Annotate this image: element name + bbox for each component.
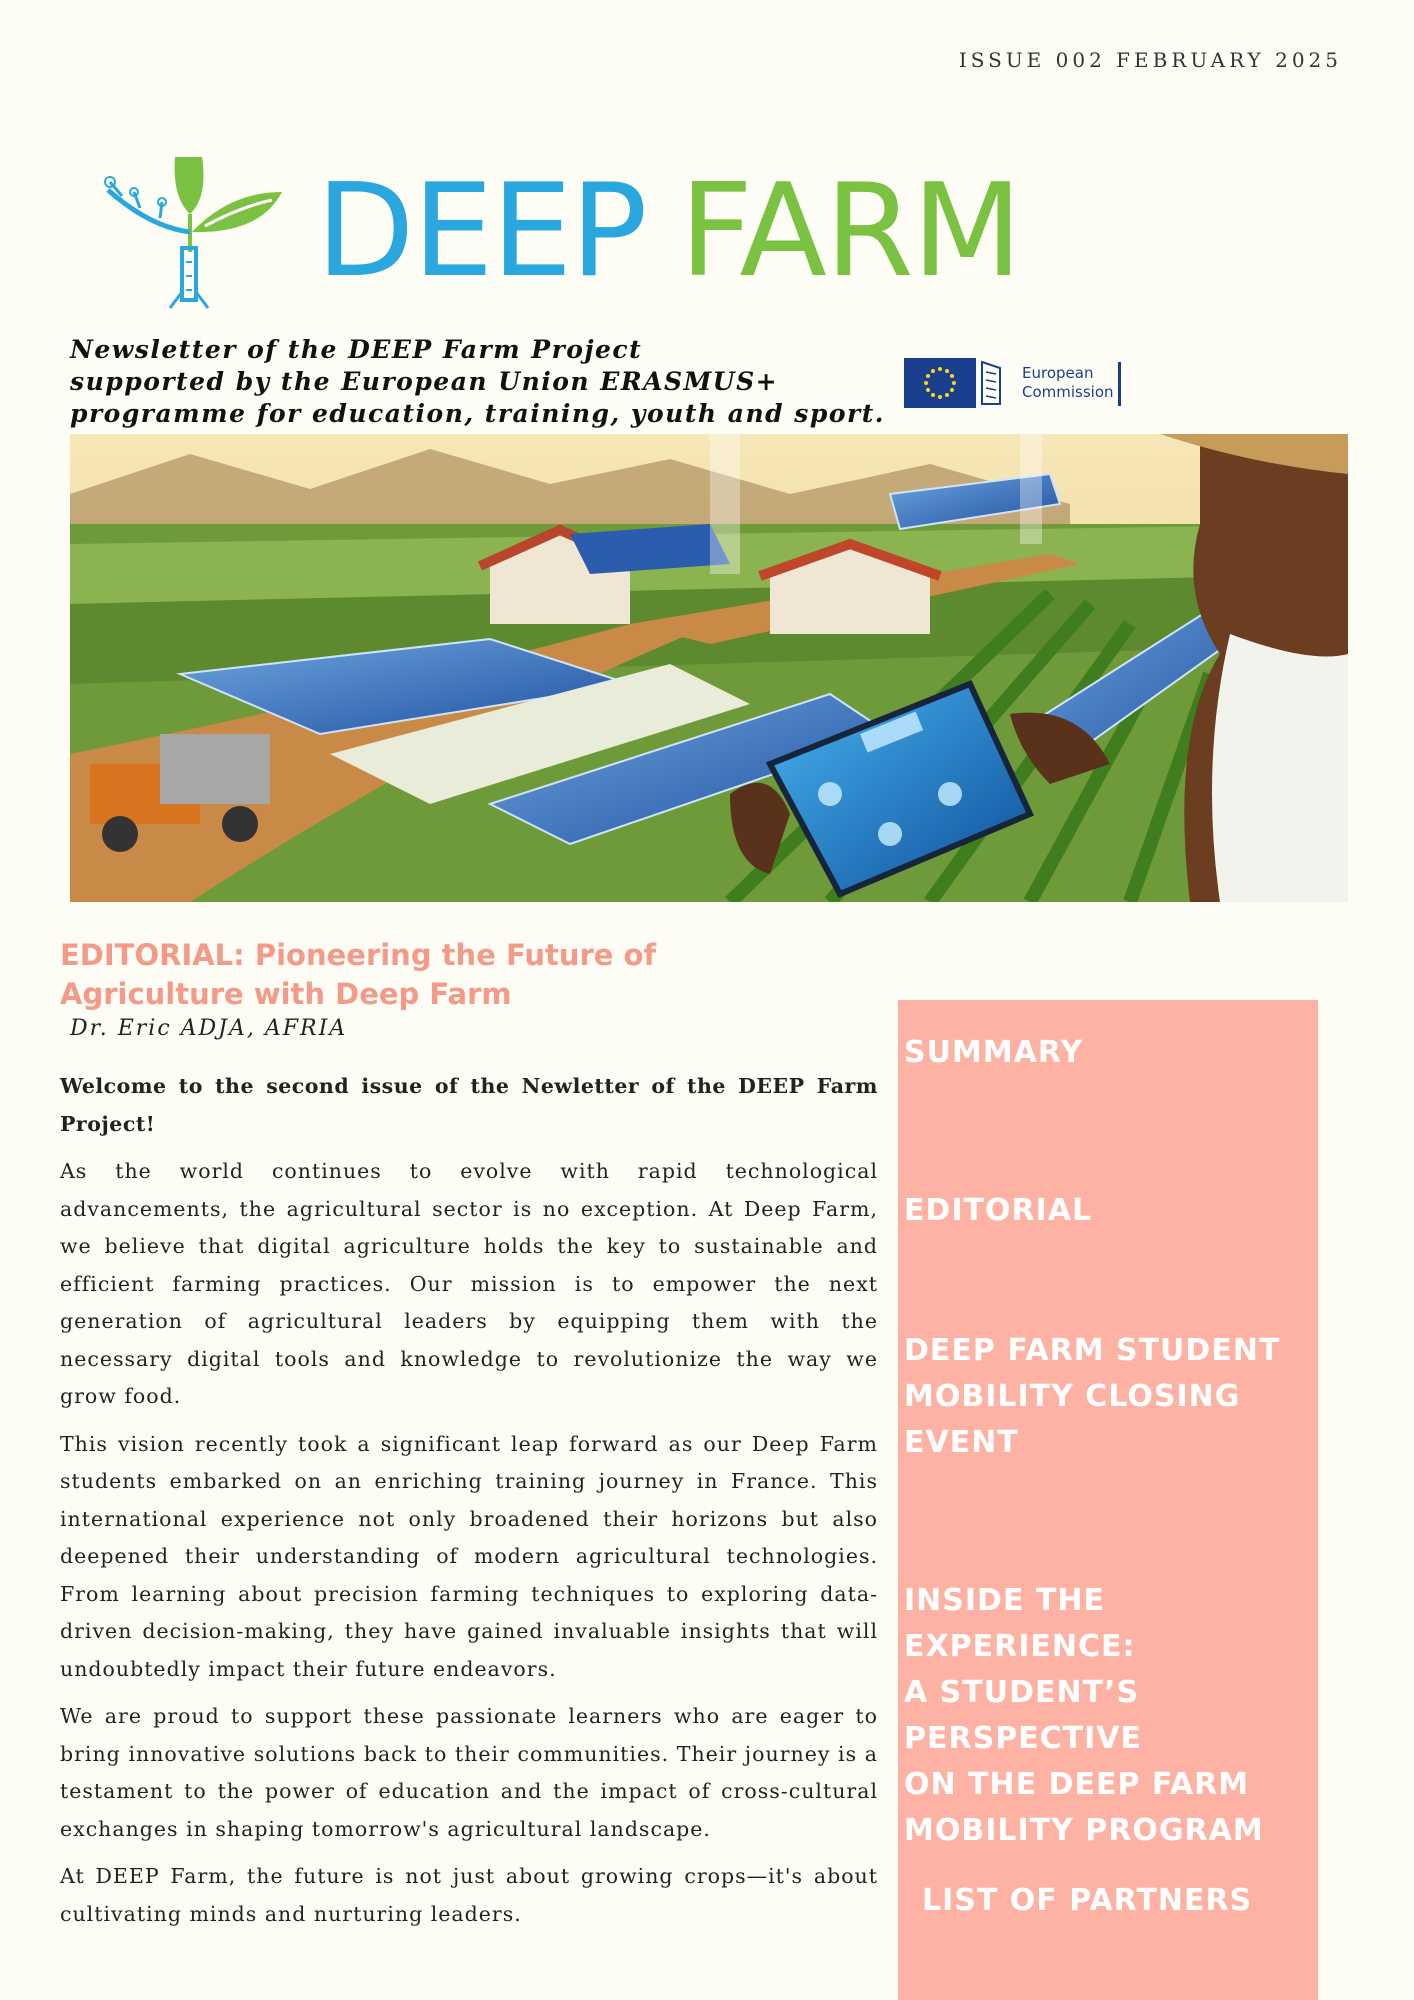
ec-line-2: Commission — [1022, 383, 1114, 401]
newsletter-tagline — [70, 334, 885, 430]
tagline-line-1: Newsletter of the DEEP Farm Project — [70, 335, 643, 364]
ec-logo-text — [1022, 364, 1114, 402]
tagline-line-3: programme for education, training, youth and sport. — [70, 399, 885, 428]
brand-word-deep: DEEP — [316, 157, 646, 306]
deep-farm-logo-icon — [100, 152, 290, 312]
hero-smart-farm-illustration — [70, 434, 1348, 902]
editorial-paragraph-3: We are proud to support these passionate learners who are eager to bring innovative solutions back to their communities. Their journey is a testament to the power of education and the impact of cross-cultural exchanges in shaping tomorrow's agricultural landscape. — [60, 1704, 878, 1841]
summary-item-student-perspective[interactable]: INSIDE THE EXPERIENCE: A STUDENT’S PERSPECTIVE ON THE DEEP FARM MOBILITY PROGRAM — [904, 1583, 1264, 1848]
eu-flag-icon — [904, 358, 976, 408]
commission-building-icon — [980, 358, 1002, 408]
summary-sidebar — [898, 1000, 1318, 2000]
editorial-title: EDITORIAL: Pioneering the Future of Agriculture with Deep Farm — [60, 938, 657, 1011]
editorial-welcome: Welcome to the second issue of the Newletter of the DEEP Farm Project! — [60, 1074, 878, 1136]
summary-item-mobility-closing-event[interactable]: DEEP FARM STUDENT MOBILITY CLOSING EVENT — [904, 1333, 1281, 1460]
european-commission-logo — [904, 354, 1124, 414]
brand-word-farm: FARM — [679, 157, 1021, 306]
ec-logo-divider — [1118, 362, 1121, 406]
tagline-line-2: supported by the European Union ERASMUS+ — [70, 367, 779, 396]
editorial-paragraph-2: This vision recently took a significant leap forward as our Deep Farm students embarked on an enriching training journey in France. This international experience not only broadened their horizons but also deepened their understanding of modern agricultural technologies. From learning about precision farming techniques to exploring data-driven decision-making, they have gained invaluable insights that will undoubtedly impact their future endeavors. — [60, 1431, 878, 1681]
ec-line-1: European — [1022, 364, 1094, 382]
summary-heading: SUMMARY — [904, 1035, 1084, 1070]
summary-item-list-of-partners[interactable]: LIST OF PARTNERS — [922, 1883, 1253, 1918]
issue-line: ISSUE 002 FEBRUARY 2025 — [958, 48, 1342, 72]
editorial-paragraph-1: As the world continues to evolve with rapid technological advancements, the agricultural sector is no exception. At Deep Farm, we believe that digital agriculture holds the key to sustainable and efficient farming practices. Our mission is to empower the next generation of agricultural leaders by equipping them with the necessary digital tools and knowledge to revolutionize the way we grow food. — [60, 1159, 878, 1408]
editorial-paragraph-4: At DEEP Farm, the future is not just about growing crops—it's about cultivating minds and nurturing leaders. — [60, 1864, 878, 1926]
editorial-author: Dr. Eric ADJA, AFRIA — [70, 1016, 348, 1041]
summary-item-editorial[interactable]: EDITORIAL — [904, 1193, 1093, 1228]
brand-wordmark — [316, 157, 1021, 306]
editorial-body — [60, 1068, 878, 1943]
